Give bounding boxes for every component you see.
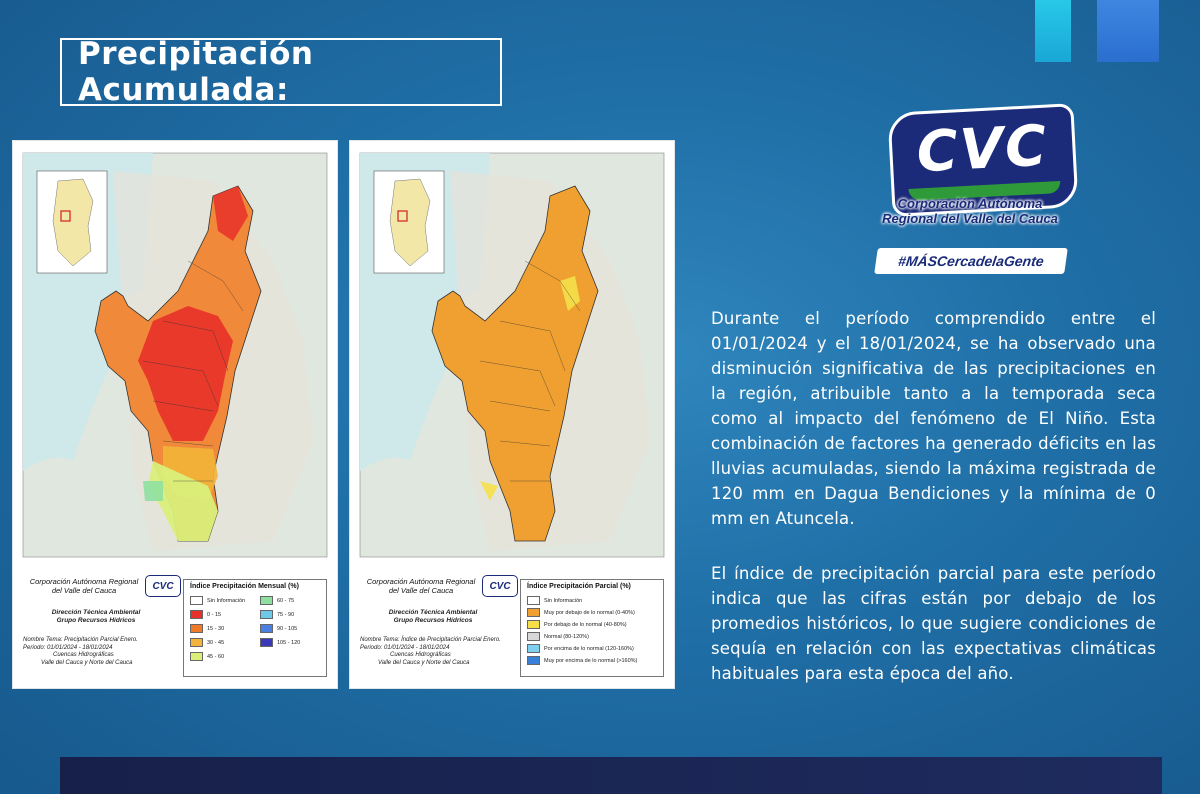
accent-bar-blue	[1097, 0, 1159, 62]
legend-item: 15 - 30	[190, 624, 224, 633]
map-metadata	[360, 637, 510, 667]
map-meta-line1: Nombre Tema: Precipitación Parcial Enero.	[23, 637, 138, 643]
map-direction	[31, 609, 161, 625]
map-direction-line1: Dirección Técnica Ambiental	[51, 609, 141, 616]
cvc-logo	[870, 100, 1070, 280]
legend-swatch	[260, 624, 273, 633]
cvc-hashtag	[874, 248, 1068, 274]
map-direction-line1: Dirección Técnica Ambiental	[388, 609, 478, 616]
map-org-name: Corporación Autónoma Regional del Valle del Cauca	[366, 577, 476, 595]
legend-swatch	[527, 620, 540, 629]
map-direction-line2: Grupo Recursos Hídricos	[393, 617, 473, 624]
map-panel-index	[349, 140, 675, 689]
cvc-name-line2: Regional del Valle del Cauca	[882, 211, 1058, 226]
legend-item: 60 - 75	[260, 596, 294, 605]
map-precipitation-image	[13, 141, 337, 571]
legend-swatch	[527, 596, 540, 605]
map-panel-precipitation	[12, 140, 338, 689]
paragraph-summary: Durante el período comprendido entre el 01/01/2024 y el 18/01/2024, se ha observado una disminución significativa de las precipitaciones en la región, atribuible tanto a la temporada seca como al impacto del fenómeno de El Niño. Esta combinación de factores ha generado déficits en las lluvias acumuladas, siendo la máxima registrada de 120 mm en Dagua Bendiciones y la mínima de 0 mm en Atuncela.	[711, 309, 1156, 528]
legend-item: Sin Información	[527, 596, 582, 605]
legend-swatch	[260, 610, 273, 619]
legend-item: 75 - 90	[260, 610, 294, 619]
map-direction	[368, 609, 498, 625]
legend-swatch	[260, 638, 273, 647]
legend-item: Por encima de lo normal (120-160%)	[527, 644, 634, 653]
cvc-small-logo: CVC	[482, 575, 518, 597]
cvc-logo-letters: CVC	[915, 113, 1050, 186]
legend-item: 90 - 105	[260, 624, 297, 633]
legend-swatch	[527, 608, 540, 617]
map-legend	[183, 579, 327, 677]
legend-swatch	[190, 596, 203, 605]
map-meta-line1: Nombre Tema: Índice de Precipitación Parcial Enero.	[360, 637, 501, 643]
accent-bar-cyan	[1035, 0, 1071, 62]
cvc-small-logo: CVC	[145, 575, 181, 597]
map-footer	[21, 571, 329, 683]
legend-item: 0 - 15	[190, 610, 221, 619]
legend-item: Por debajo de lo normal (40-80%)	[527, 620, 627, 629]
map-footer	[358, 571, 666, 683]
legend-title: Índice Precipitación Mensual (%)	[190, 583, 299, 590]
legend-item: 45 - 60	[190, 652, 224, 661]
legend-item: Normal (80-120%)	[527, 632, 589, 641]
map-meta-line3: Cuencas Hidrográficas	[53, 652, 114, 658]
legend-swatch	[190, 624, 203, 633]
legend-title: Índice Precipitación Parcial (%)	[527, 583, 631, 590]
cvc-hashtag-text: #MÁSCercadelaGente	[897, 253, 1045, 269]
legend-swatch	[190, 610, 203, 619]
cvc-name-line1: Corporación Autónoma	[897, 196, 1043, 211]
map-meta-line2: Periodo: 01/01/2024 - 18/01/2024	[23, 644, 113, 651]
map-meta-line4: Valle del Cauca y Norte del Cauca	[378, 659, 470, 666]
map-meta-line4: Valle del Cauca y Norte del Cauca	[41, 659, 133, 666]
legend-swatch	[190, 652, 203, 661]
cvc-logo-name	[870, 196, 1070, 226]
legend-item: 30 - 45	[190, 638, 224, 647]
legend-swatch	[527, 644, 540, 653]
footer-bar	[60, 757, 1162, 794]
page-title: Precipitación Acumulada:	[78, 36, 314, 108]
legend-item: Sin Información	[190, 596, 245, 605]
legend-item: Muy por encima de lo normal (>160%)	[527, 656, 637, 665]
legend-item: 105 - 120	[260, 638, 300, 647]
map-org-name: Corporación Autónoma Regional del Valle del Cauca	[29, 577, 139, 595]
map-meta-line2: Periodo: 01/01/2024 - 18/01/2024	[360, 644, 450, 651]
paragraph-index: El índice de precipitación parcial para este período indica que las cifras están por debajo de los promedios históricos, lo que sugiere condiciones de sequía en relación con las expectativas climáticas habituales para esta época del año.	[711, 564, 1156, 683]
legend-item: Muy por debajo de lo normal (0-40%)	[527, 608, 635, 617]
legend-swatch	[260, 596, 273, 605]
map-index-image	[350, 141, 674, 571]
legend-swatch	[527, 656, 540, 665]
map-direction-line2: Grupo Recursos Hídricos	[56, 617, 136, 624]
legend-swatch	[527, 632, 540, 641]
legend-swatch	[190, 638, 203, 647]
map-meta-line3: Cuencas Hidrográficas	[390, 652, 451, 658]
title-box	[60, 38, 502, 106]
map-legend	[520, 579, 664, 677]
map-metadata	[23, 637, 173, 667]
